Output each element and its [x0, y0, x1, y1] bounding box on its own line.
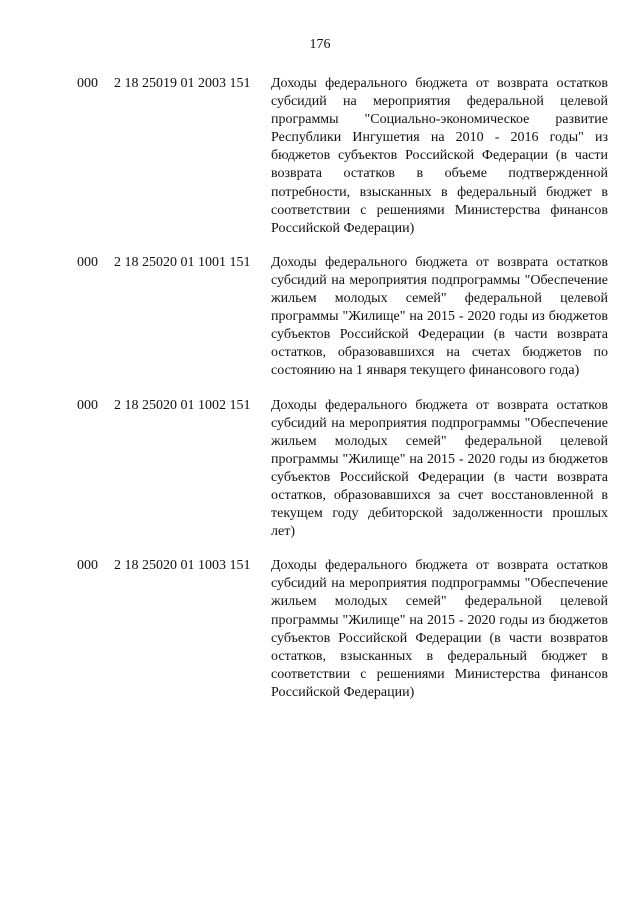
- table-row: [0, 397, 640, 542]
- page-number: 176: [309, 37, 331, 52]
- income-description: Доходы федерального бюджета от возврата остатков субсидий на мероприятия подпрограммы "Обеспечение жильем молодых семей" федеральной целевой программы "Жилище" на 2015 - 2020 годы из бюджетов субъектов Российской Федерации (в части возврата остатков, образовавшихся за счет восстановленной в текущем году дебиторской задолженности прошлых лет): [271, 397, 608, 540]
- kbk-code: 2 18 25019 01 2003 151: [114, 76, 251, 91]
- kbk-code: 2 18 25020 01 1003 151: [114, 558, 251, 574]
- table-row: [0, 75, 640, 238]
- table-row: [0, 254, 640, 381]
- table-row: [0, 557, 640, 702]
- admin-code: 000: [77, 76, 98, 91]
- admin-code: 000: [77, 558, 98, 574]
- admin-code: 000: [77, 397, 98, 413]
- kbk-code: 2 18 25020 01 1001 151: [114, 254, 251, 270]
- kbk-code: 2 18 25020 01 1002 151: [114, 397, 251, 413]
- budget-code-table: [0, 75, 640, 718]
- admin-code: 000: [77, 254, 98, 270]
- income-description: Доходы федерального бюджета от возврата остатков субсидий на мероприятия подпрограммы "Обеспечение жильем молодых семей" федеральной целевой программы "Жилище" на 2015 - 2020 годы из бюджетов субъектов Российской Федерации (в части возвратов остатков, взысканных в федеральный бюджет в соответствии с решениями Министерства финансов Российской Федерации): [271, 558, 608, 700]
- income-description: Доходы федерального бюджета от возврата остатков субсидий на мероприятия подпрограммы "Обеспечение жильем молодых семей" федеральной целевой программы "Жилище" на 2015 - 2020 годы из бюджетов субъектов Российской Федерации (в части возврата остатков, образовавшихся на счетах бюджетов по состоянию на 1 января текущего финансового года): [271, 254, 608, 379]
- income-description: Доходы федерального бюджета от возврата остатков субсидий на мероприятия федеральной целевой программы "Социально-экономическое развитие Республики Ингушетия на 2010 - 2016 годы" из бюджетов субъектов Российской Федерации (в части возврата остатков в объеме подтвержденной потребности, взысканных в федеральный бюджет в соответствии с решениями Министерства финансов Российской Федерации): [271, 76, 608, 236]
